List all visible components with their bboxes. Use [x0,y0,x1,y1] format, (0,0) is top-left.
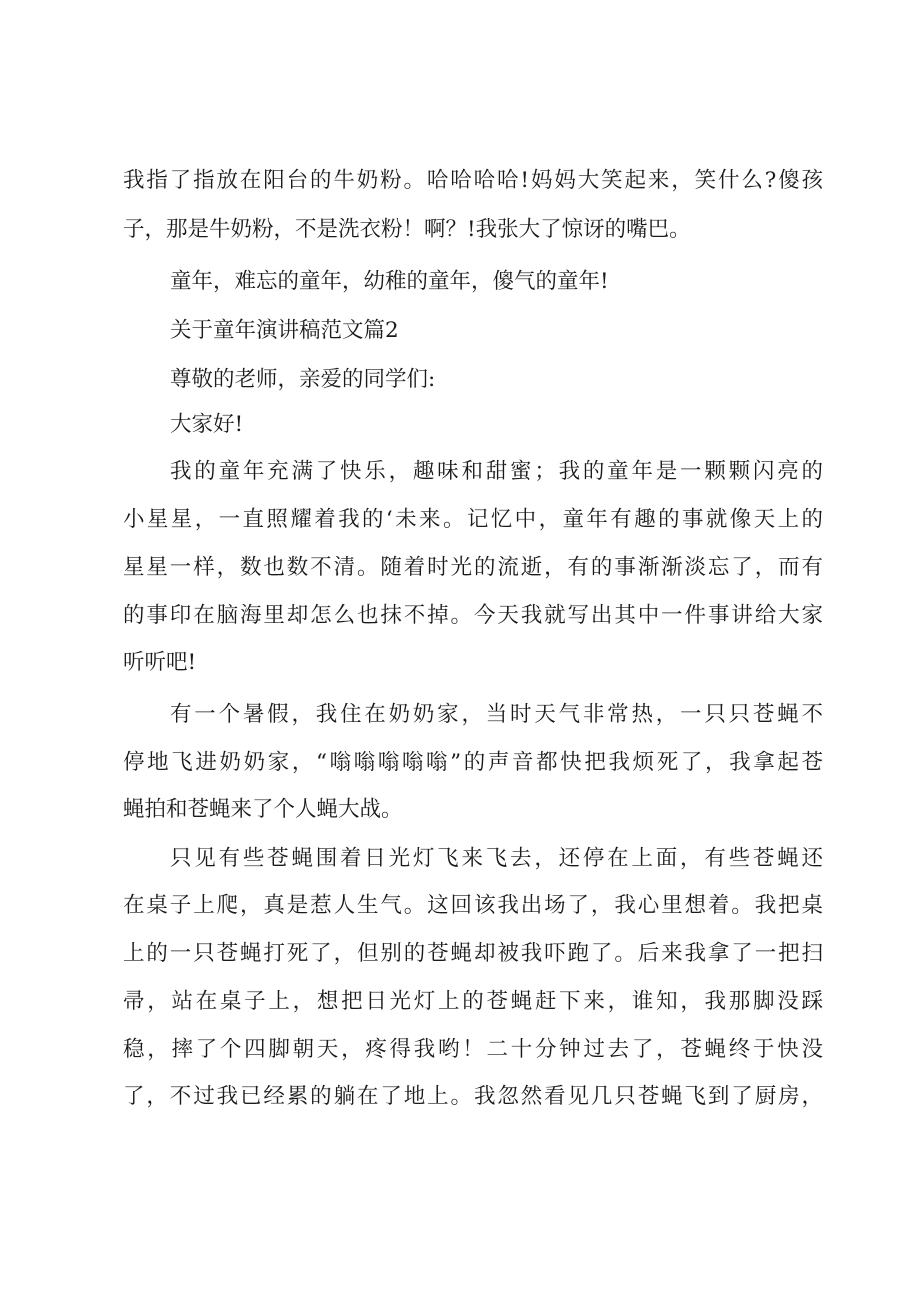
salutation: 尊敬的老师，亲爱的同学们: [170,367,436,392]
text-line: 童年，难忘的童年，幼稚的童年，傻气的童年! [170,269,609,294]
text-line: 只见有些苍蝇围着日光灯飞来飞去，还停在上面，有些苍蝇还 [170,846,823,871]
text-line: 帚，站在桌子上，想把日光灯上的苍蝇赶下来，谁知，我那脚没踩 [123,989,823,1014]
text-line: 蝇拍和苍蝇来了个人蝇大战。 [123,797,403,822]
greeting: 大家好! [170,412,244,437]
text-line: 在桌子上爬，真是惹人生气。这回该我出场了，我心里想着。我把桌 [123,893,823,918]
text-line: 的事印在脑海里却怎么也抹不掉。今天我就写出其中一件事讲给大家 [123,603,823,628]
text-line: 听听吧! [123,650,197,675]
text-line: 有一个暑假，我住在奶奶家，当时天气非常热，一只只苍蝇不 [170,702,823,727]
text-line: 小星星，一直照耀着我的‘未来。记忆中，童年有趣的事就像天上的 [123,507,823,532]
section-heading: 关于童年演讲稿范文篇2 [170,318,399,343]
text-line: 我指了指放在阳台的牛奶粉。哈哈哈哈!妈妈大笑起来，笑什么?傻孩 [123,168,823,193]
text-line: 子，那是牛奶粉，不是洗衣粉！啊？!我张大了惊讶的嘴巴。 [123,217,691,242]
text-line: 我的童年充满了快乐，趣味和甜蜜；我的童年是一颗颗闪亮的 [170,459,823,484]
text-line: 稳，摔了个四脚朝天，疼得我哟！二十分钟过去了，苍蝇终于快没 [123,1037,823,1062]
text-line: 停地飞进奶奶家，“嗡嗡嗡嗡嗡”的声音都快把我烦死了，我拿起苍 [123,750,823,775]
text-line: 了，不过我已经累的躺在了地上。我忽然看见几只苍蝇飞到了厨房， [123,1084,823,1109]
text-line: 上的一只苍蝇打死了，但别的苍蝇却被我吓跑了。后来我拿了一把扫 [123,941,823,966]
text-line: 星星一样，数也数不清。随着时光的流逝，有的事渐渐淡忘了，而有 [123,555,823,580]
